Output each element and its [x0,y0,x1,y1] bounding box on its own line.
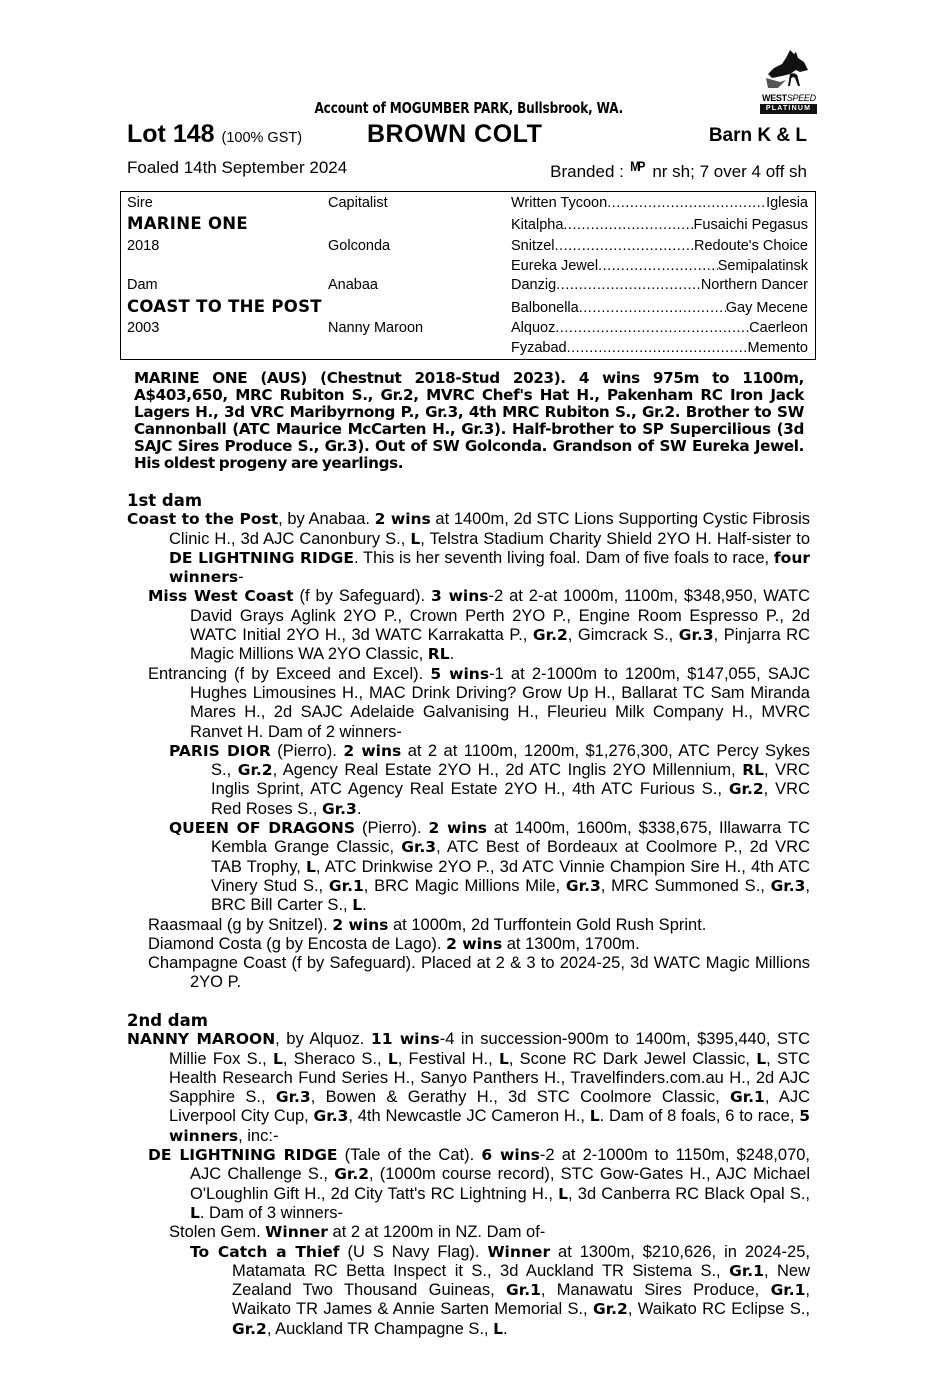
sire-summary: MARINE ONE (AUS) (Chestnut 2018-Stud 2023). 4 wins 975m to 1100m, A$403,650, MRC Rubiton S., Gr.2, MVRC Chef's Hat H., Pakenham RC Iron Jack Lagers H., 3d VRC Maribyrnong P., Gr.3, 4th MRC Rubiton S., Gr.2. Brother to SW Cannonball (ATC Maurice McCarten H., Gr.3). Half-brother to SP Supercilious (3d SAJC Sires Produce S., Gr.3). Out of SW Golconda. Grandson of SW Eureka Jewel. His oldest progeny are yearlings. [134,369,804,472]
logo-brand: WESTSPEED [762,93,816,103]
produce-entry: Stolen Gem. Winner at 2 at 1200m in NZ. Dam of- [169,1223,546,1242]
section-heading: 1st dam [127,491,203,510]
produce-entry: Coast to the Post, by Anabaa. 2 wins at 1400m, 2d STC Lions Supporting Cystic Fibrosis Clinic H., 3d AJC Canonbury S., L, Telstra Stadium Charity Shield 2YO H. Half-sister to DE LIGHTNING RIDGE. This is her seventh living foal. Dam of five foals to race, four winners- [127,510,810,587]
section-heading: 2nd dam [127,1011,208,1030]
dam-label: Dam [127,277,158,293]
lot-title: BROWN COLT [367,120,543,148]
ancestor-row: Alquoz ..... Caerleon [511,320,808,336]
ancestor-row: Written Tycoon ..... Iglesia [511,195,808,211]
ancestor-row: Kitalpha ..... Fusaichi Pegasus [511,217,808,233]
produce-entry: Champagne Coast (f by Safeguard). Placed at 2 & 3 to 2024-25, 3d WATC Magic Millions 2YO P. [148,954,810,992]
sire-dam: Golconda [328,238,391,254]
account-line: Account of MOGUMBER PARK, Bullsbrook, WA. [314,99,624,117]
entries-list [127,1030,810,1339]
sire-label: Sire [127,195,153,211]
produce-entry: Raasmaal (g by Snitzel). 2 wins at 1000m, 2d Turffontein Gold Rush Sprint. [148,915,707,934]
ancestor-row: Danzig ..... Northern Dancer [511,277,808,293]
logo-tier-badge: PLATINUM [760,104,817,114]
lot-number: Lot 148 (100% GST) [127,120,303,148]
ancestor-row: Eureka Jewel ..... Semipalatinsk [511,258,808,274]
gst-note: (100% GST) [221,130,303,146]
produce-entry: Entrancing (f by Exceed and Excel). 5 wins-1 at 2-1000m to 1200m, $147,055, SAJC Hughes Limousines H., MAC Drink Driving? Grow Up H., Ballarat TC Sam Miranda Mares H., 2d SAJC Adelaide Galvanising H., Fleurieu Milk Company H., MVRC Ranvet H. Dam of 2 winners- [148,664,811,741]
produce-entry: To Catch a Thief (U S Navy Flag). Winner at 1300m, $210,626, in 2024-25, Matamata RC Betta Inspect it S., 3d Auckland TR Sistema S., Gr.1, New Zealand Two Thousand Guineas, Gr.1, Manawatu Sires Produce, Gr.1, Waikato TR James & Annie Sarten Memorial S., Gr.2, Waikato RC Eclipse S., Gr.2, Auckland TR Champagne S., L. [190,1242,811,1338]
produce-entry: NANNY MAROON, by Alquoz. 11 wins-4 in succession-900m to 1400m, $395,440, STC Millie Fox S., L, Sheraco S., L, Festival H., L, Scone RC Dark Jewel Classic, L, STC Health Research Fund Series H., Sanyo Panthers H., Travelfinders.com.au H., 2d AJC Sapphire S., Gr.3, Bowen & Gerathy H., 3d STC Coolmore Classic, Gr.1, AJC Liverpool City Cup, Gr.3, 4th Newcastle JC Cameron H., L. Dam of 8 foals, 6 to race, 5 winners, inc:- [127,1030,811,1145]
dam-dam: Nanny Maroon [328,320,424,336]
ancestor-row: Snitzel ..... Redoute's Choice [511,238,808,254]
first-dam-section [127,491,810,993]
ancestor-row: Balbonella ..... Gay Mecene [511,300,808,316]
sire-year: 2018 [127,238,160,254]
dam-sire: Anabaa [328,277,378,293]
lot-line [127,120,807,152]
barn-location: Barn K & L [708,125,807,146]
sire-sire: Capitalist [328,195,388,211]
dam-year: 2003 [127,320,160,336]
produce-entry: Miss West Coast (f by Safeguard). 3 wins-2 at 2-at 1000m, 1100m, $348,950, WATC David Grays Aglink 2YO P., Crown Perth 2YO P., Engine Room Espresso P., 2d WATC Initial 2YO H., 3d WATC Karrakatta P., Gr.2, Gimcrack S., Gr.3, Pinjarra RC Magic Millions WA 2YO Classic, RL. [148,587,810,664]
dam-name: COAST TO THE POST [127,297,322,316]
ancestor-row: Fyzabad ..... Memento [511,340,808,356]
second-dam-section [127,1011,810,1339]
produce-entry: PARIS DIOR (Pierro). 2 wins at 2 at 1100m, 1200m, $1,276,300, ATC Percy Sykes S., Gr.2, Agency Real Estate 2YO H., 2d ATC Inglis 2YO Millennium, RL, VRC Inglis Sprint, ATC Agency Real Estate 2YO H., 4th ATC Furious S., Gr.2, VRC Red Roses S., Gr.3. [169,741,810,818]
branded-info: Branded : MP nr sh; 7 over 4 off sh [550,158,807,181]
sire-name: MARINE ONE [127,214,248,233]
produce-entry: QUEEN OF DRAGONS (Pierro). 2 wins at 1400m, 1600m, $338,675, Illawarra TC Kembla Grange Classic, Gr.3, ATC Best of Bordeaux at Coolmore P., 2d VRC TAB Trophy, L, ATC Drinkwise 2YO P., 3d ATC Vinnie Champion Sire H., 4th ATC Vinery Stud S., Gr.1, BRC Magic Millions Mile, Gr.3, MRC Summoned S., Gr.3, BRC Bill Carter S., L. [169,819,810,915]
produce-entry: DE LIGHTNING RIDGE (Tale of the Cat). 6 wins-2 at 2-1000m to 1150m, $248,070, AJC Challenge S., Gr.2, (1000m course record), STC Gow-Gates H., AJC Michael O'Loughlin Gift H., 2d City Tatt's RC Lightning H., L, 3d Canberra RC Black Opal S., L. Dam of 3 winners- [148,1146,811,1222]
pedigree-table [120,191,816,360]
foaled-date: Foaled 14th September 2024 [127,158,348,177]
brand-mark-icon: MP [629,158,643,174]
entries-list [127,510,810,992]
produce-entry: Diamond Costa (g by Encosta de Lago). 2 wins at 1300m, 1700m. [148,934,640,953]
